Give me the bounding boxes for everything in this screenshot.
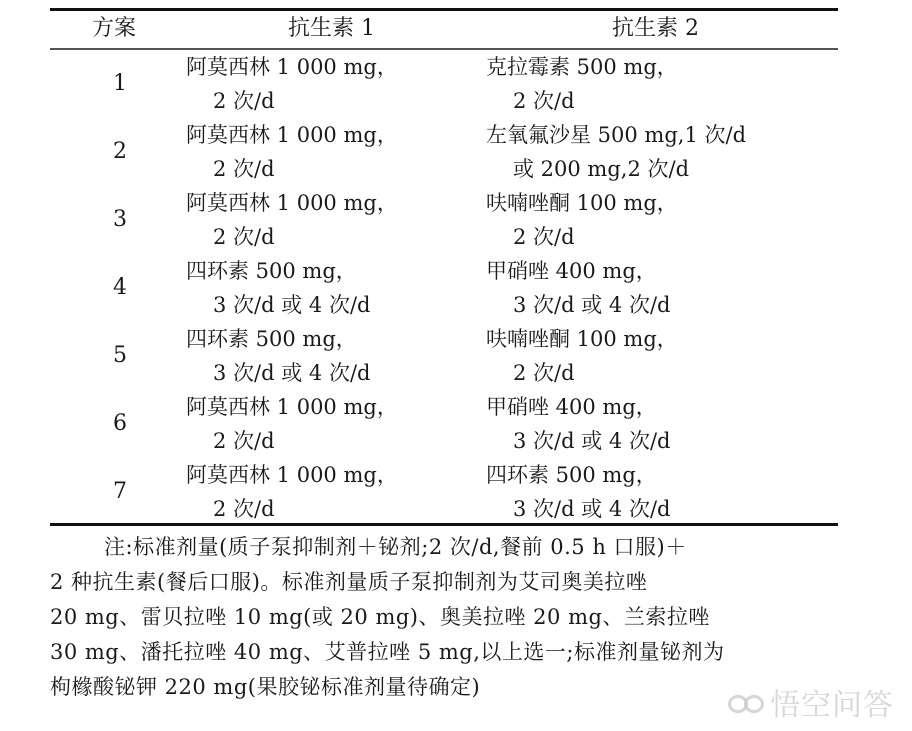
drug-dose: 阿莫西林 1 000 mg， [186, 395, 398, 419]
drug-frequency: 3 次/d 或 4 次/d [513, 293, 671, 317]
antibiotic-1-cell [186, 186, 398, 254]
scheme-number: 5 [113, 343, 127, 368]
table-row [50, 186, 838, 254]
antibiotic-1-cell [186, 390, 398, 458]
drug-dose: 呋喃唑酮 100 mg， [486, 191, 678, 215]
drug-dose: 甲硝唑 400 mg， [486, 395, 657, 419]
antibiotic-2-cell [486, 118, 746, 186]
footnote-line: 枸橼酸铋钾 220 mg(果胶铋标准剂量待确定) [50, 675, 481, 699]
antibiotic-1-cell [186, 458, 398, 526]
table-top-rule [50, 8, 838, 11]
drug-dose: 左氧氟沙星 500 mg,1 次/d [486, 123, 747, 147]
drug-frequency: 2 次/d [513, 89, 575, 113]
scheme-number: 7 [113, 479, 127, 504]
table-row [50, 50, 838, 118]
footnote-line: 30 mg、潘托拉唑 40 mg、艾普拉唑 5 mg,以上选一;标准剂量铋剂为 [50, 640, 725, 664]
drug-frequency: 2 次/d [213, 89, 275, 113]
drug-dose: 阿莫西林 1 000 mg， [186, 123, 398, 147]
footnote-line: 注:标准剂量(质子泵抑制剂＋铋剂;2 次/d,餐前 0.5 h 口服)＋ [104, 535, 687, 559]
table-row [50, 322, 838, 390]
watermark [728, 680, 894, 724]
footnote-line: 20 mg、雷贝拉唑 10 mg(或 20 mg)、奥美拉唑 20 mg、兰索拉唑 [50, 605, 710, 629]
table-row [50, 390, 838, 458]
drug-dose: 阿莫西林 1 000 mg， [186, 191, 398, 215]
drug-dose: 阿莫西林 1 000 mg， [186, 55, 398, 79]
antibiotic-1-cell [186, 254, 370, 322]
drug-frequency: 3 次/d 或 4 次/d [213, 361, 371, 385]
drug-dose: 四环素 500 mg， [186, 327, 357, 351]
table-row [50, 254, 838, 322]
header-antibiotic-2: 抗生素 2 [612, 16, 699, 41]
drug-frequency: 2 次/d [213, 157, 275, 181]
antibiotic-2-cell [486, 390, 670, 458]
table-footnote [50, 530, 840, 705]
scheme-number: 4 [113, 275, 127, 300]
wukong-cloud-icon [728, 691, 764, 713]
watermark-text: 悟空问答 [770, 688, 894, 723]
drug-dose: 甲硝唑 400 mg， [486, 259, 657, 283]
antibiotic-2-cell [486, 186, 678, 254]
drug-frequency: 3 次/d 或 4 次/d [513, 497, 671, 521]
drug-frequency: 3 次/d 或 4 次/d [213, 293, 371, 317]
scheme-number: 3 [113, 207, 127, 232]
table-bottom-rule [50, 523, 838, 526]
antibiotic-1-cell [186, 50, 398, 118]
antibiotic-2-cell [486, 458, 670, 526]
drug-dose: 呋喃唑酮 100 mg， [486, 327, 678, 351]
scheme-number: 2 [113, 139, 127, 164]
drug-dose: 四环素 500 mg， [186, 259, 357, 283]
drug-dose: 阿莫西林 1 000 mg， [186, 463, 398, 487]
drug-frequency: 2 次/d [213, 225, 275, 249]
drug-dose: 克拉霉素 500 mg， [486, 55, 678, 79]
antibiotic-2-cell [486, 254, 670, 322]
drug-frequency: 2 次/d [513, 225, 575, 249]
table-row [50, 118, 838, 186]
header-antibiotic-1: 抗生素 1 [288, 16, 375, 41]
antibiotic-1-cell [186, 322, 370, 390]
drug-frequency: 2 次/d [213, 429, 275, 453]
footnote-line: 2 种抗生素(餐后口服)。标准剂量质子泵抑制剂为艾司奥美拉唑 [50, 570, 648, 594]
drug-dose: 四环素 500 mg， [486, 463, 657, 487]
antibiotic-2-cell [486, 50, 678, 118]
drug-frequency: 或 200 mg,2 次/d [513, 157, 690, 181]
table-row [50, 458, 838, 526]
antibiotic-2-cell [486, 322, 678, 390]
drug-frequency: 2 次/d [213, 497, 275, 521]
drug-frequency: 2 次/d [513, 361, 575, 385]
scheme-number: 6 [113, 411, 127, 436]
header-scheme: 方案 [92, 16, 137, 41]
drug-frequency: 3 次/d 或 4 次/d [513, 429, 671, 453]
antibiotic-1-cell [186, 118, 398, 186]
scheme-number: 1 [113, 71, 127, 96]
